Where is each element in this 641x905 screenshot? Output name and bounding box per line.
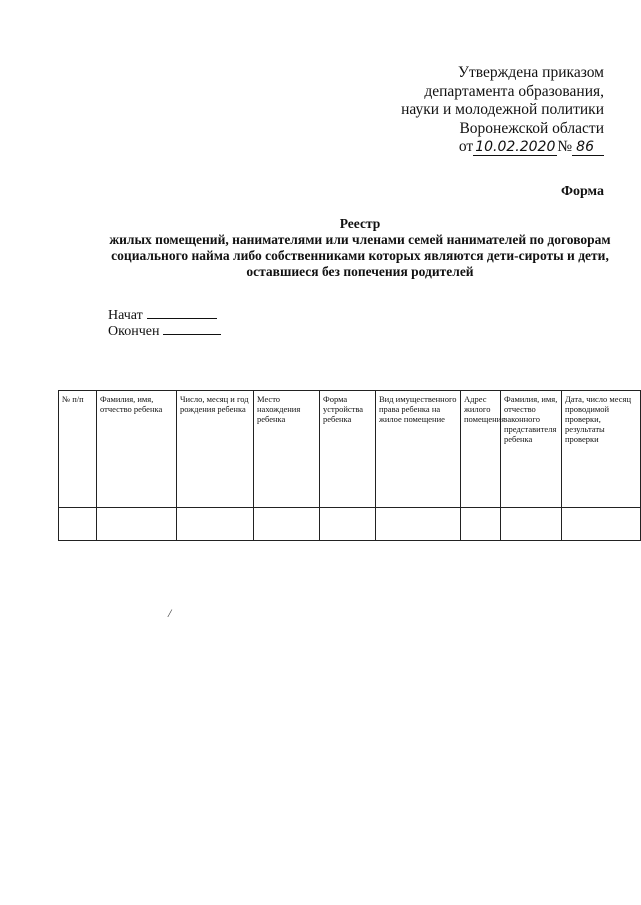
table-cell[interactable] <box>461 508 501 541</box>
header-cell-placement-form: Форма устройства ребенка <box>320 391 376 508</box>
title-line-3: социального найма либо собственниками которых являются дети-сироты и дети, <box>111 248 609 263</box>
started-label: Начат <box>108 308 143 323</box>
stray-pen-mark: / <box>168 606 172 620</box>
header-cell-number: № п/п <box>59 391 97 508</box>
approval-date: 10.02.2020 <box>475 139 556 155</box>
document-title <box>80 216 640 280</box>
finished-label: Окончен <box>108 324 160 339</box>
approval-date-line <box>304 138 604 157</box>
finished-field <box>108 322 221 340</box>
approval-block <box>304 64 604 157</box>
table-cell[interactable] <box>320 508 376 541</box>
table-cell[interactable] <box>254 508 320 541</box>
table-row <box>59 508 641 541</box>
from-label: от <box>458 138 474 155</box>
header-cell-property-right: Вид имущественного права ребенка на жилое помещение <box>376 391 461 508</box>
approval-number: 86 <box>572 139 604 156</box>
title-line-2: жилых помещений, нанимателями или членами семей нанимателей по договорам <box>109 232 611 247</box>
approval-line-1: Утверждена приказом <box>458 64 604 81</box>
table-cell[interactable] <box>376 508 461 541</box>
table-cell[interactable] <box>501 508 562 541</box>
table-header-row <box>59 391 641 508</box>
header-cell-guardian-name: Фамилия, имя, отчество законного представителя ребенка <box>501 391 562 508</box>
number-label: № <box>557 138 573 155</box>
table-cell[interactable] <box>177 508 254 541</box>
finished-blank[interactable] <box>163 322 221 335</box>
form-label: Форма <box>560 184 604 199</box>
started-blank[interactable] <box>147 306 217 319</box>
title-line-1: Реестр <box>339 216 381 231</box>
registry-table <box>58 390 641 541</box>
header-cell-address: Адрес жилого помещения <box>461 391 501 508</box>
header-cell-inspection: Дата, число месяц проводимой проверки, результаты проверки <box>562 391 641 508</box>
approval-line-4: Воронежской области <box>459 119 604 137</box>
table-cell[interactable] <box>562 508 641 541</box>
table-cell[interactable] <box>59 508 97 541</box>
approval-line-3: науки и молодежной политики <box>401 101 604 118</box>
header-cell-child-location: Место нахождения ребенка <box>254 391 320 508</box>
header-cell-child-name: Фамилия, имя, отчество ребенка <box>97 391 177 508</box>
approval-line-2: департамента образования, <box>424 82 604 100</box>
table-cell[interactable] <box>97 508 177 541</box>
title-line-4: оставшиеся без попечения родителей <box>246 264 474 279</box>
header-cell-birth-date: Число, месяц и год рождения ребенка <box>177 391 254 508</box>
